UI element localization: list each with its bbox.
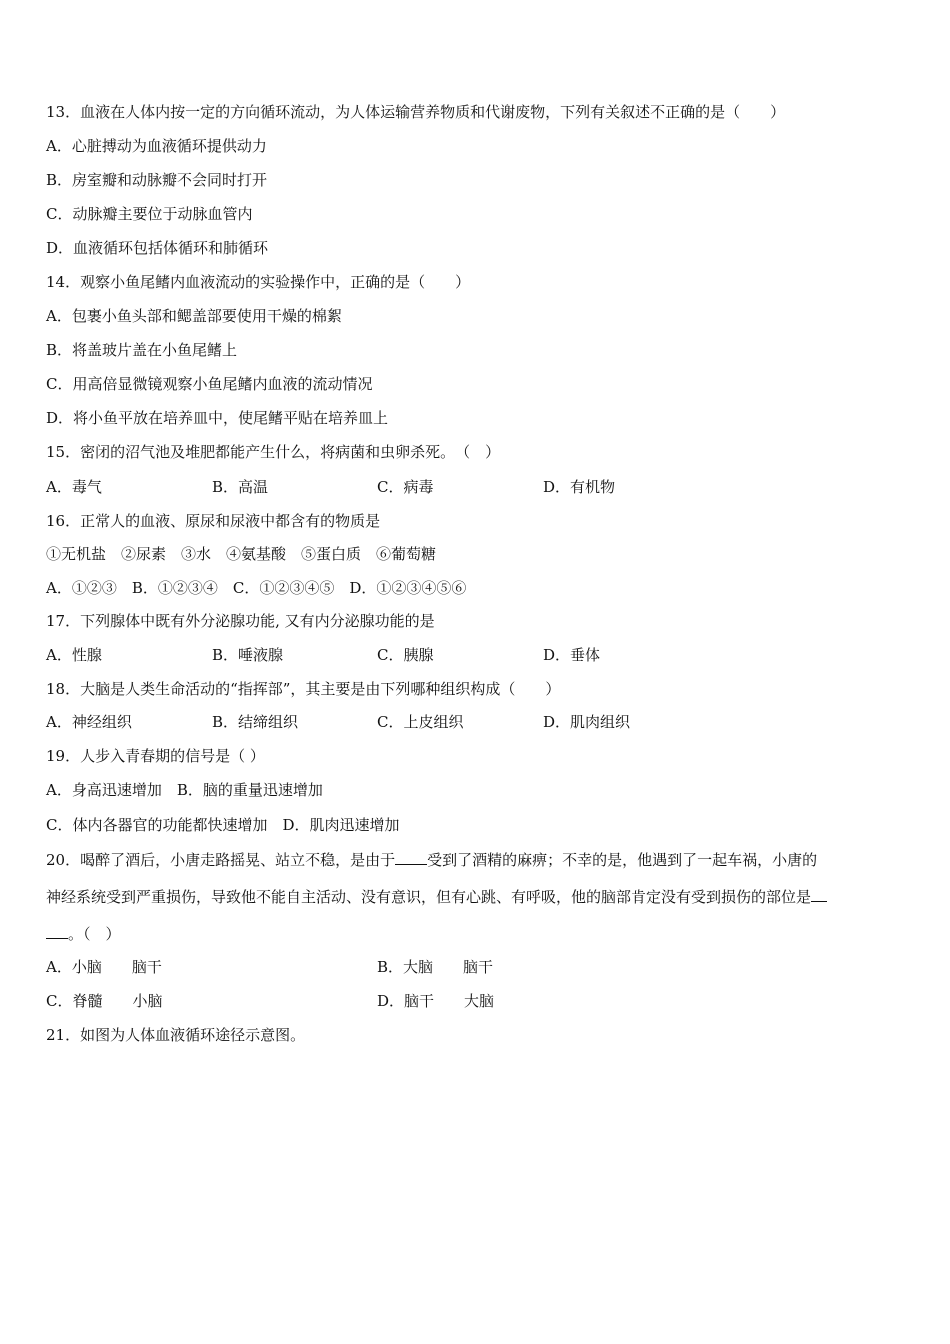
question-19-stem: 19．人步入青春期的信号是（ ） xyxy=(46,747,265,765)
question-20-stem-part-3: 神经系统受到严重损伤，导致他不能自主活动、没有意识，但有心跳、有呼吸，他的脑部肯定没有受到损伤的部位是 xyxy=(46,888,812,906)
question-18-option-a: A．神经组织 xyxy=(46,713,132,731)
question-17-option-a: A．性腺 xyxy=(46,646,102,664)
question-20-option-c: C．脊髓 小脑 xyxy=(46,992,163,1010)
question-15-stem: 15．密闭的沼气池及堆肥都能产生什么，将病菌和虫卵杀死。 （ ） xyxy=(46,443,501,461)
question-16-stem: 16．正常人的血液、原尿和尿液中都含有的物质是 xyxy=(46,512,381,530)
question-17-option-d: D．垂体 xyxy=(543,646,601,664)
answer-blank xyxy=(811,886,827,902)
question-18-option-d: D．肌肉组织 xyxy=(543,713,631,731)
question-20-stem-part-1: 20．喝醉了酒后，小唐走路摇晃、站立不稳，是由于 xyxy=(46,851,396,869)
question-20-option-a: A．小脑 脑干 xyxy=(46,958,162,976)
question-15-option-c: C．病毒 xyxy=(377,478,434,496)
question-13-option-d: D．血液循环包括体循环和肺循环 xyxy=(46,239,269,257)
question-15-option-a: A．毒气 xyxy=(46,478,102,496)
question-14-option-d: D．将小鱼平放在培养皿中，使尾鳍平贴在培养皿上 xyxy=(46,409,389,427)
answer-blank xyxy=(395,849,427,865)
question-20-option-d: D．脑干 大脑 xyxy=(377,992,495,1010)
question-18-option-b: B．结缔组织 xyxy=(212,713,299,731)
question-13-option-b: B．房室瓣和动脉瓣不会同时打开 xyxy=(46,171,268,189)
question-17-option-b: B．唾液腺 xyxy=(212,646,284,664)
answer-blank xyxy=(46,923,68,939)
question-21-stem: 21．如图为人体血液循环途径示意图。 xyxy=(46,1026,306,1044)
question-16-items: ①无机盐 ②尿素 ③水 ④氨基酸 ⑤蛋白质 ⑥葡萄糖 xyxy=(46,545,437,563)
question-14-option-c: C．用高倍显微镜观察小鱼尾鳍内血液的流动情况 xyxy=(46,375,373,393)
question-17-option-c: C．胰腺 xyxy=(377,646,434,664)
question-14-option-b: B．将盖玻片盖在小鱼尾鳍上 xyxy=(46,341,238,359)
question-13-stem: 13．血液在人体内按一定的方向循环流动，为人体运输营养物质和代谢废物，下列有关叙述不正确的是（ ） xyxy=(46,103,786,121)
question-18-option-c: C．上皮组织 xyxy=(377,713,464,731)
question-16-options: A．①②③ B．①②③④ C．①②③④⑤ D．①②③④⑤⑥ xyxy=(46,579,467,597)
question-19-options-ab: A．身高迅速增加 B．脑的重量迅速增加 xyxy=(46,781,323,799)
question-13-option-c: C．动脉瓣主要位于动脉血管内 xyxy=(46,205,253,223)
question-20-stem-part-2: 受到了酒精的麻痹；不幸的是，他遇到了一起车祸，小唐的 xyxy=(427,851,818,869)
question-14-option-a: A．包裹小鱼头部和鳃盖部要使用干燥的棉絮 xyxy=(46,307,342,325)
question-18-stem: 18．大脑是人类生命活动的“指挥部”，其主要是由下列哪种组织构成（ ） xyxy=(46,680,561,698)
question-20-stem-line-2 xyxy=(46,886,827,907)
question-15-option-b: B．高温 xyxy=(212,478,269,496)
question-13-option-a: A．心脏搏动为血液循环提供动力 xyxy=(46,137,267,155)
question-14-stem: 14．观察小鱼尾鳍内血液流动的实验操作中，正确的是（ ） xyxy=(46,273,471,291)
question-20-stem-line-1 xyxy=(46,849,817,870)
question-20-stem-line-3 xyxy=(46,923,121,944)
question-17-stem: 17．下列腺体中既有外分泌腺功能, 又有内分泌腺功能的是 xyxy=(46,612,435,630)
question-15-option-d: D．有机物 xyxy=(543,478,616,496)
question-19-options-cd: C．体内各器官的功能都快速增加 D．肌肉迅速增加 xyxy=(46,816,400,834)
question-20-stem-part-4: 。（ ） xyxy=(68,925,121,943)
question-20-option-b: B．大脑 脑干 xyxy=(377,958,494,976)
